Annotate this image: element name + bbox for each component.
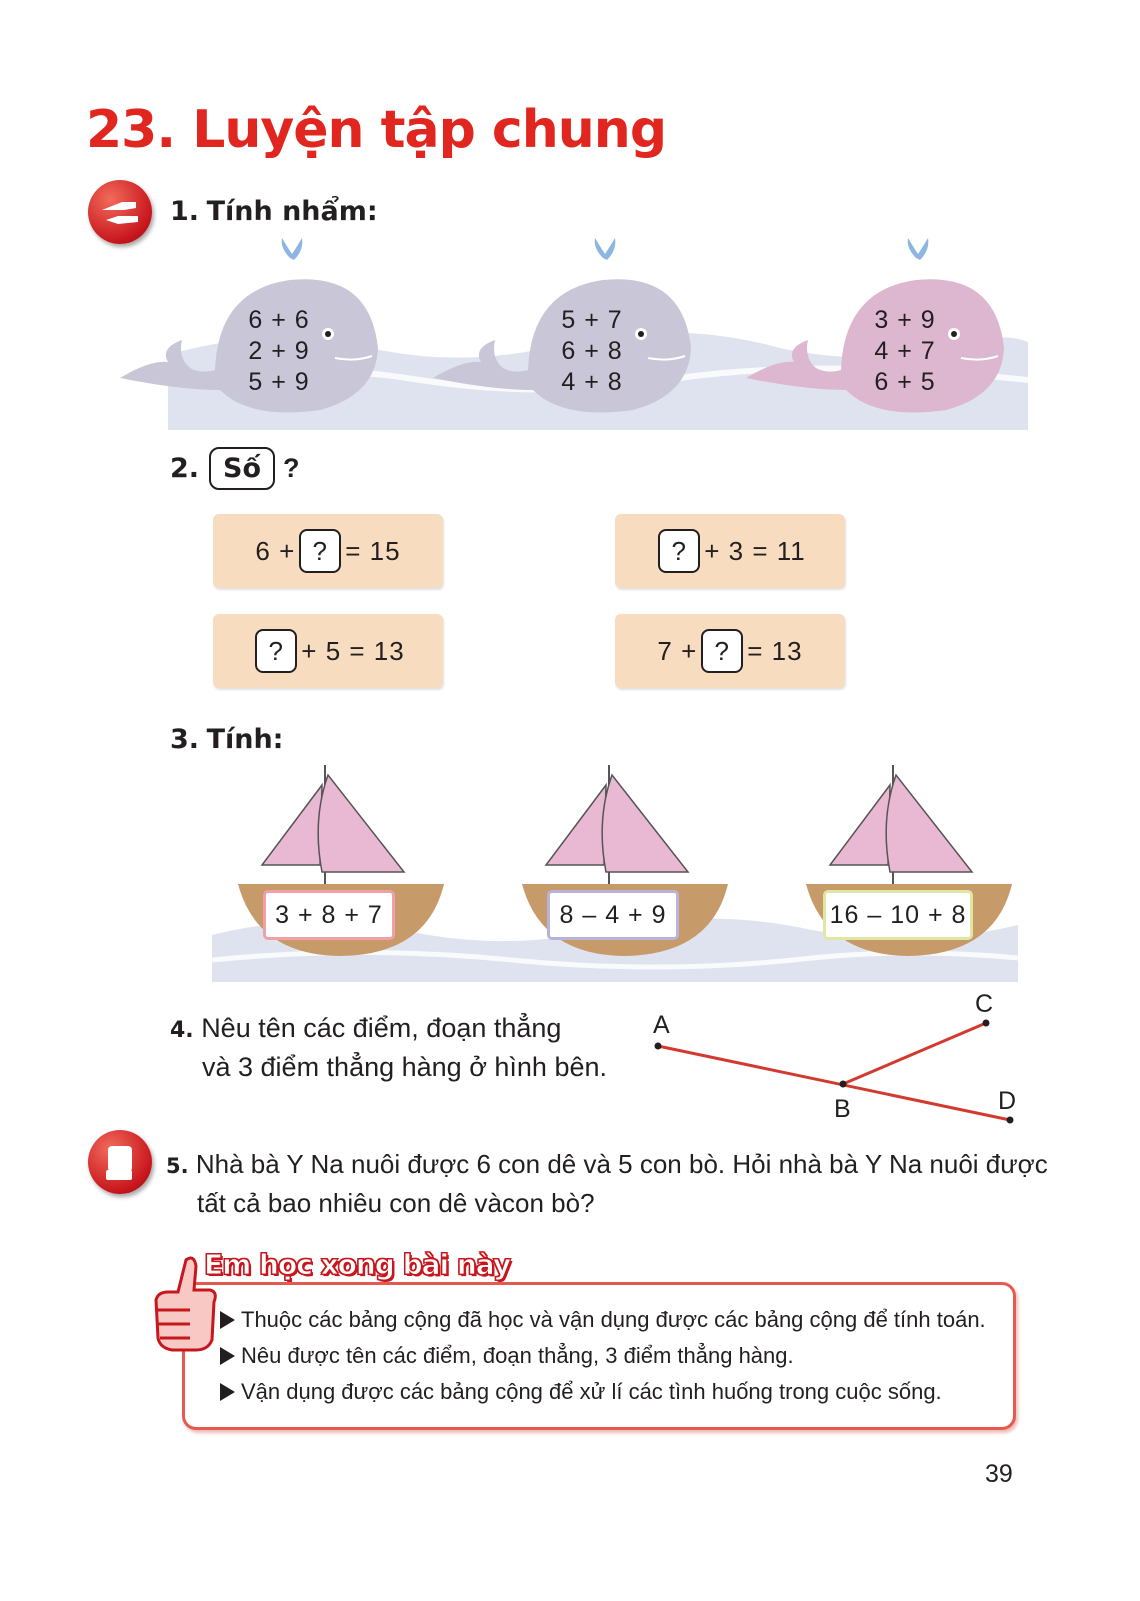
whale-sum: 5 + 7	[561, 306, 623, 334]
question-3-number: 3.	[170, 724, 200, 755]
whale-1-sums	[234, 305, 324, 398]
learning-goals-title: Em học xong bài này	[204, 1248, 511, 1281]
question-mark: ?	[283, 453, 300, 483]
goal-item-1	[220, 1307, 986, 1333]
question-4-line-2: và 3 điểm thẳng hàng ở hình bên.	[202, 1052, 607, 1082]
equation-text: + 5 = 13	[301, 635, 405, 666]
goal-text: Nêu được tên các điểm, đoạn thẳng, 3 điểm thẳng hàng.	[241, 1343, 794, 1368]
boat-2-expression: 8 – 4 + 9	[547, 890, 679, 940]
whale-sum: 3 + 9	[874, 306, 936, 334]
whale-sum: 6 + 6	[248, 306, 310, 334]
raised-fist-icon	[88, 1130, 152, 1194]
number-box-label: Số	[209, 447, 275, 490]
point-c-label: C	[975, 990, 994, 1018]
whale-sum: 4 + 7	[874, 337, 936, 365]
goal-item-3	[220, 1379, 942, 1405]
point-a-label: A	[653, 1011, 670, 1039]
question-5-line-2: tất cả bao nhiêu con dê vàcon bò?	[197, 1188, 595, 1218]
whale-sum: 6 + 8	[561, 337, 623, 365]
whale-sum: 2 + 9	[248, 337, 310, 365]
question-1-label: Tính nhẩm:	[206, 196, 378, 227]
page-title: 23. Luyện tập chung	[86, 100, 667, 160]
question-3-label: Tính:	[206, 724, 284, 755]
question-5-number: 5.	[166, 1154, 189, 1178]
answer-box[interactable]: ?	[701, 629, 743, 673]
goal-text: Thuộc các bảng cộng đã học và vận dụng được các bảng cộng để tính toán.	[241, 1307, 986, 1332]
question-1-heading	[170, 196, 378, 227]
whale-sum: 5 + 9	[248, 368, 310, 396]
question-3-heading	[170, 724, 283, 755]
goal-text: Vận dụng được các bảng cộng để xử lí các tình huống trong cuộc sống.	[241, 1379, 942, 1404]
equation-text: 6 +	[255, 535, 296, 566]
whale-sum: 6 + 5	[874, 368, 936, 396]
question-4-line-1: Nêu tên các điểm, đoạn thẳng	[201, 1013, 562, 1043]
page-number: 39	[985, 1460, 1013, 1488]
equation-4	[615, 614, 845, 688]
question-2-heading	[170, 447, 300, 490]
equation-text: + 3 = 11	[704, 535, 806, 566]
equation-1	[213, 514, 443, 588]
bullet-triangle-icon	[220, 1311, 235, 1329]
question-4-text	[170, 1010, 607, 1085]
equation-text: = 15	[345, 535, 401, 566]
goal-item-2	[220, 1343, 794, 1369]
equation-text: 7 +	[657, 635, 698, 666]
question-5-line-1: Nhà bà Y Na nuôi được 6 con dê và 5 con bò. Hỏi nhà bà Y Na nuôi được	[195, 1149, 1048, 1179]
equation-2	[615, 514, 845, 588]
boats-illustration	[212, 760, 1018, 982]
whale-sum: 4 + 8	[561, 368, 623, 396]
question-5-text	[166, 1146, 1048, 1222]
question-2-number: 2.	[170, 453, 200, 484]
whale-2-sums	[547, 305, 637, 398]
boat-1-expression: 3 + 8 + 7	[263, 890, 395, 940]
answer-box[interactable]: ?	[299, 529, 341, 573]
answer-box[interactable]: ?	[255, 629, 297, 673]
point-d-label: D	[998, 1087, 1017, 1115]
equation-3	[213, 614, 443, 688]
answer-box[interactable]: ?	[658, 529, 700, 573]
bullet-triangle-icon	[220, 1347, 235, 1365]
whale-3-sums	[860, 305, 950, 398]
boat-3-expression: 16 – 10 + 8	[823, 890, 973, 940]
question-4-number: 4.	[170, 1018, 194, 1043]
equation-text: = 13	[747, 635, 803, 666]
bullet-triangle-icon	[220, 1383, 235, 1401]
question-1-number: 1.	[170, 196, 200, 227]
point-b-label: B	[834, 1095, 851, 1123]
